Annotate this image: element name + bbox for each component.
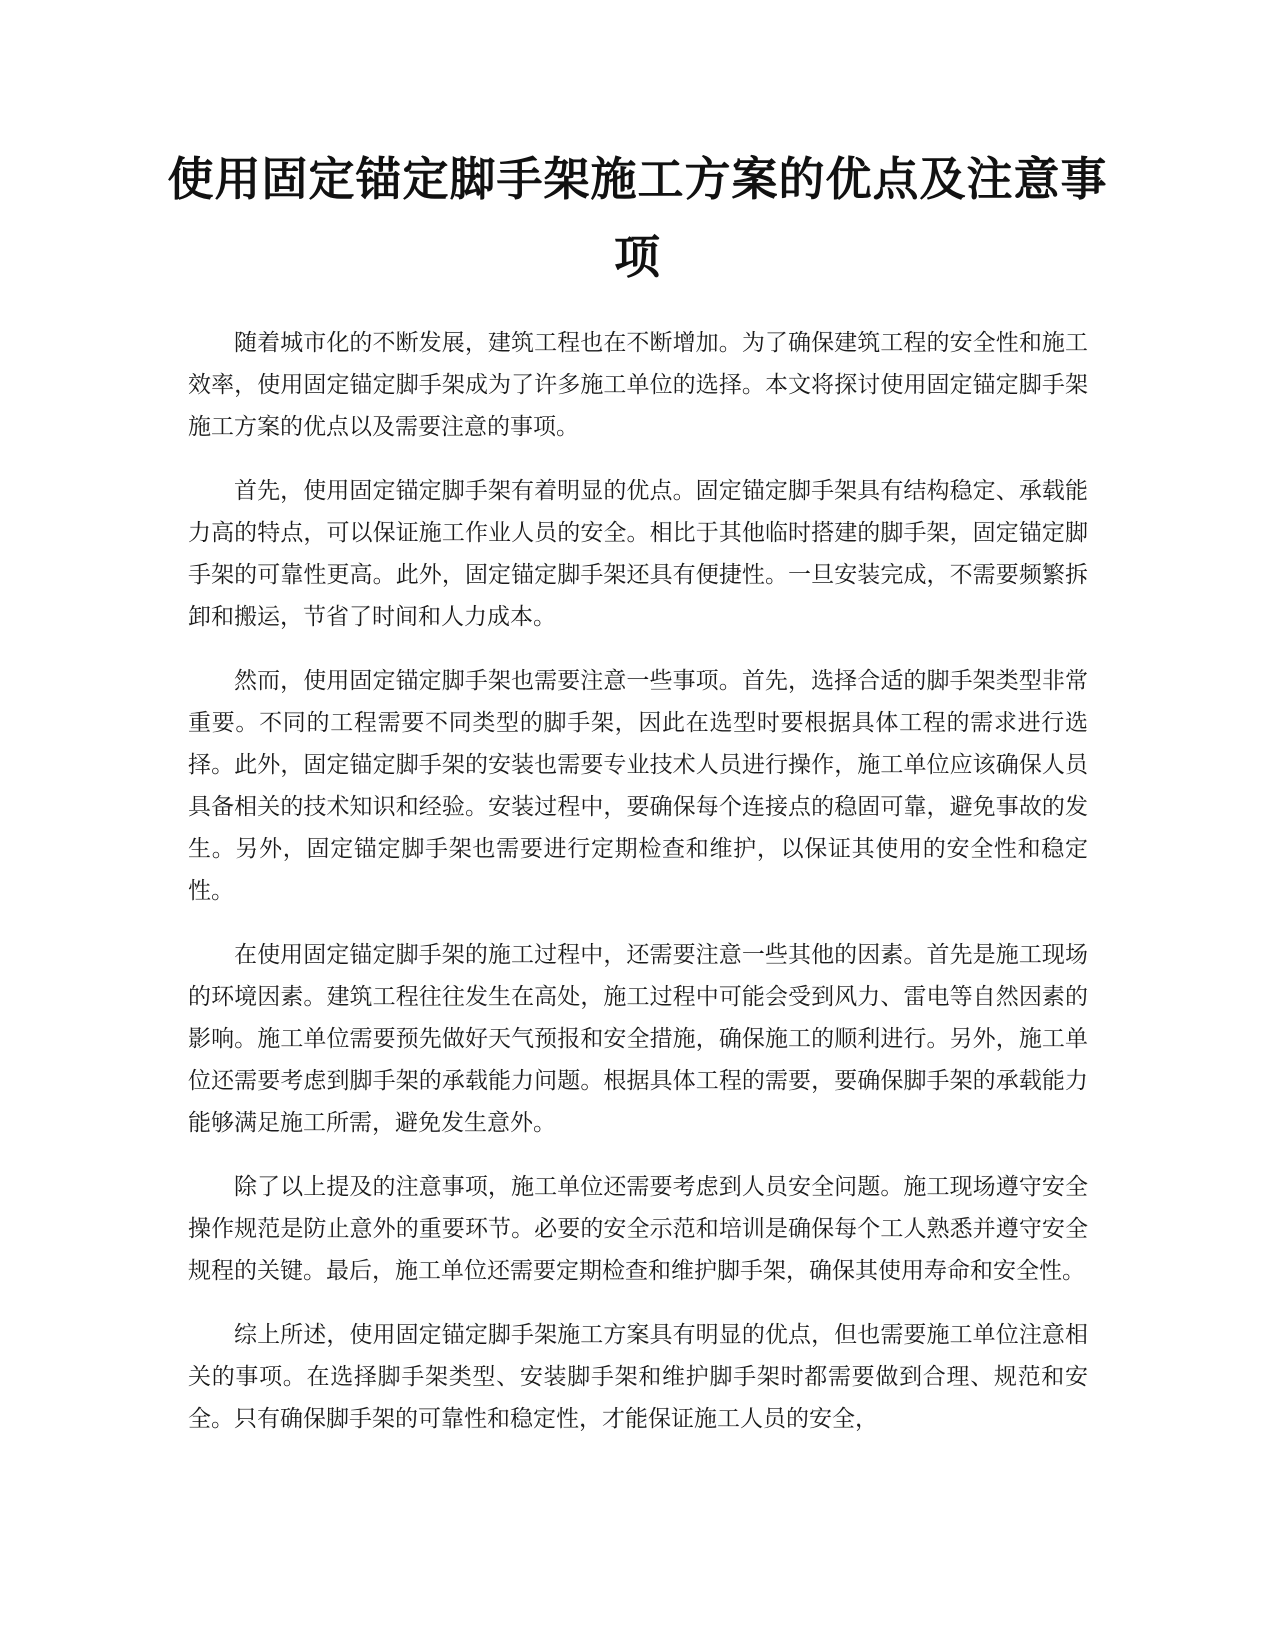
document-title: 使用固定锚定脚手架施工方案的优点及注意事项 <box>167 152 1108 284</box>
paragraph-3: 然而，使用固定锚定脚手架也需要注意一些事项。首先，选择合适的脚手架类型非常重要。不同的工程需要不同类型的脚手架，因此在选型时要根据具体工程的需求进行选择。此外，固定锚定脚手架的安装也需要专业技术人员进行操作，施工单位应该确保人员具备相关的技术知识和经验。安装过程中，要确保每个连接点的稳固可靠，避免事故的发生。另外，固定锚定脚手架也需要进行定期检查和维护，以保证其使用的安全性和稳定性。 <box>188 668 1088 904</box>
paragraph-5: 除了以上提及的注意事项，施工单位还需要考虑到人员安全问题。施工现场遵守安全操作规范是防止意外的重要环节。必要的安全示范和培训是确保每个工人熟悉并遵守安全规程的关键。最后，施工单位还需要定期检查和维护脚手架，确保其使用寿命和安全性。 <box>188 1174 1088 1284</box>
paragraph-6: 综上所述，使用固定锚定脚手架施工方案具有明显的优点，但也需要施工单位注意相关的事项。在选择脚手架类型、安装脚手架和维护脚手架时都需要做到合理、规范和安全。只有确保脚手架的可靠性和稳定性，才能保证施工人员的安全， <box>188 1322 1088 1432</box>
paragraph-4: 在使用固定锚定脚手架的施工过程中，还需要注意一些其他的因素。首先是施工现场的环境因素。建筑工程往往发生在高处，施工过程中可能会受到风力、雷电等自然因素的影响。施工单位需要预先做好天气预报和安全措施，确保施工的顺利进行。另外，施工单位还需要考虑到脚手架的承载能力问题。根据具体工程的需要，要确保脚手架的承载能力能够满足施工所需，避免发生意外。 <box>188 942 1088 1136</box>
document-body <box>188 322 1088 1462</box>
paragraph-1: 随着城市化的不断发展，建筑工程也在不断增加。为了确保建筑工程的安全性和施工效率，使用固定锚定脚手架成为了许多施工单位的选择。本文将探讨使用固定锚定脚手架施工方案的优点以及需要注意的事项。 <box>188 330 1088 440</box>
paragraph-2: 首先，使用固定锚定脚手架有着明显的优点。固定锚定脚手架具有结构稳定、承载能力高的特点，可以保证施工作业人员的安全。相比于其他临时搭建的脚手架，固定锚定脚手架的可靠性更高。此外，固定锚定脚手架还具有便捷性。一旦安装完成，不需要频繁拆卸和搬运，节省了时间和人力成本。 <box>188 478 1088 630</box>
